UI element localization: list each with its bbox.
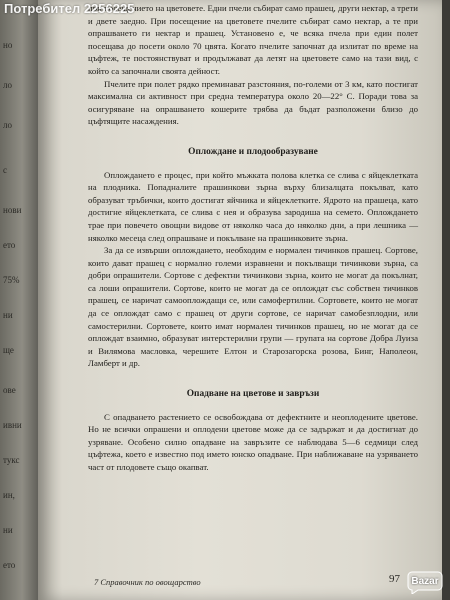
left-fragment: ни bbox=[3, 525, 13, 535]
left-fragment: с bbox=[3, 165, 7, 175]
left-fragment: ло bbox=[3, 120, 12, 130]
footer-book-title: 7 Справочник по овощарство bbox=[94, 577, 201, 587]
page-number: 97 bbox=[389, 573, 400, 585]
left-fragment: нови bbox=[3, 205, 22, 215]
left-fragment: но bbox=[3, 40, 13, 50]
book-page bbox=[38, 0, 442, 600]
left-fragment: ло bbox=[3, 80, 12, 90]
left-fragment: ще bbox=[3, 345, 14, 355]
left-fragment: тукс bbox=[3, 455, 20, 465]
left-fragment: ето bbox=[3, 240, 16, 250]
left-fragment: ни bbox=[3, 310, 13, 320]
section-heading: Оплождане и плодообразуване bbox=[188, 146, 318, 157]
page-body bbox=[88, 2, 418, 474]
badge-label: Bazar bbox=[411, 575, 439, 587]
paragraph: С опадването растението се освобождава от дефектните и неоплодените цветове. Но не всички опрашени и оплодени цветове може да се задържат и да достигнат до узряване. Особено силно опадване на завръзите се наблюдава 5—6 седмици след цъфтежа, което е известно под името юнско опадване. При наближаване на узряването част от плодовете също окапват. bbox=[88, 411, 418, 472]
left-fragment: ин, bbox=[3, 490, 15, 500]
paragraph: Оплождането е процес, при който мъжката полова клетка се слива с яйцеклетката на плодника. Попадналите прашинкови зърна върху близалцата покълват, като образуват тръбички, които достигат яйчника и яйцеклетките. Ядрото на прашеца, като достигне яйцеклетката, се слива с нея и образува зародиша на семето. Оплождането трае при повечето овощни видове от няколко часа до няколко дни, а при лешника — няколко месеца след опрашване и покълване на прашинковите зърна. bbox=[88, 169, 418, 243]
left-page-edge bbox=[0, 0, 40, 600]
page-footer bbox=[88, 573, 418, 591]
section-heading: Опадване на цветове и завръзи bbox=[186, 389, 320, 400]
left-fragment: ето bbox=[3, 560, 16, 570]
bazar-badge bbox=[406, 568, 444, 594]
paragraph: За да се извърши оплождането, необходим е нормален тичинков прашец. Сортове, които дават прашец с нормално големи изравнени и покълващи тичинкови зърна, са добри опрашители. Сортове с дефектни тичинкови зърна, които не могат да покълнат, са лоши опрашители. Сортове, които не могат да се оплождат със собствен тичинков прашец, се наричат самооплождащи се, или самофертилни. Сортовете, които не могат да се оплождат само с прашец от други сортове, се наричат самобезплодни, или самостерилни. Сортовете, които имат нормален тичинков прашец, но не могат да се оплождат взаимно, образуват интерстерилни групи — групата на сортове Добра Луиза и Вилямова масловка, черешите Елтон и Старозагорска розова, Бинг, Наполеон, Ламберт и др. bbox=[88, 245, 418, 369]
left-fragment: ивни bbox=[3, 420, 22, 430]
watermark: Потребител 2256225 bbox=[4, 1, 135, 16]
paragraph: Пчелите при полет рядко преминават разстояния, по-големи от 3 км, като постигат максимална си активност при средна температура около 20—22° С. Поради това за осигуряване на опрашването кошерите трябва да бъдат разположени близо до цъфтящите насаждения. bbox=[88, 78, 418, 127]
left-fragment: ове bbox=[3, 385, 16, 395]
left-fragment: 75% bbox=[3, 275, 20, 285]
paragraph: при посещението на цветовете. Едни пчели събират само прашец, други нектар, а трети и двете заедно. При посещение на цветовете пчелите събират само нектар, а те при опрашването ги нектар и прашец. Установено е, че всяка пчела при един полет посещава до посети около 70 цвята. Когато пчелите започнат да излитат по време на цъфтеж, те постоянствуват и продължават да летят на цветовете само на тази вид, с който са започнали своята дейност. bbox=[88, 3, 418, 76]
